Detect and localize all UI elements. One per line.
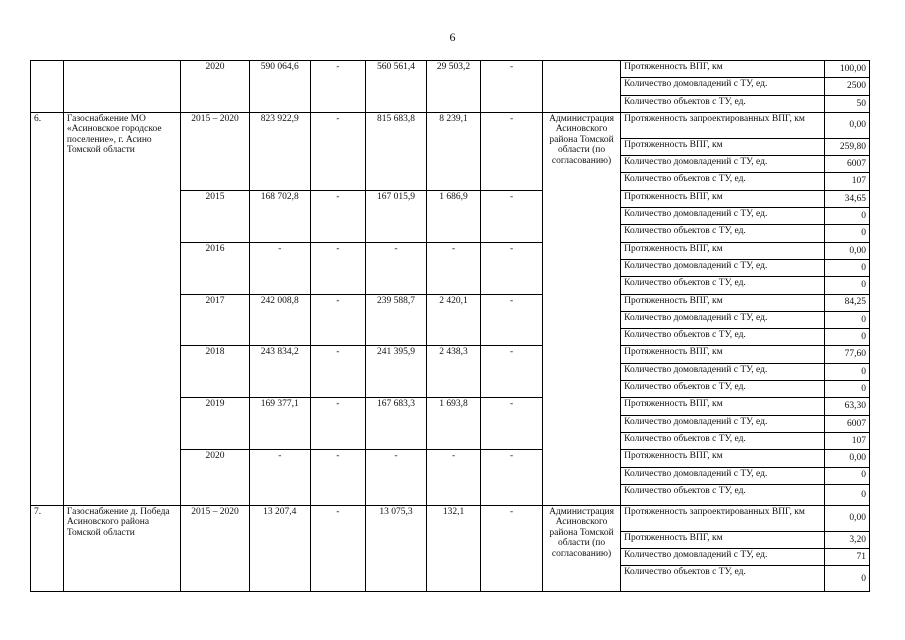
local-cell: 29 503,2: [426, 61, 480, 113]
federal-cell: -: [310, 61, 366, 113]
regional-cell: 167 015,9: [366, 190, 427, 242]
other-cell: -: [481, 398, 543, 450]
indicator-label: Количество объектов с ТУ, ед.: [621, 225, 825, 242]
indicator-label: Количество домовладений с ТУ, ед.: [621, 549, 825, 566]
indicator-value: 71: [824, 549, 869, 566]
item-name-cell: Газоснабжение д. Победа Асиновского района Томской области: [63, 505, 180, 592]
executor-cell: [542, 61, 620, 113]
total-cell: -: [249, 242, 310, 294]
indicator-label: Количество объектов с ТУ, ед.: [621, 381, 825, 398]
regional-cell: -: [366, 450, 427, 506]
indicator-label: Протяженность ВПГ, км: [621, 531, 825, 548]
indicator-label: Протяженность запроектированных ВПГ, км: [621, 112, 825, 138]
indicator-value: 0: [824, 484, 869, 505]
indicator-value: 0: [824, 566, 869, 592]
indicator-label: Количество объектов с ТУ, ед.: [621, 95, 825, 112]
total-cell: -: [249, 450, 310, 506]
table-row: [31, 61, 870, 78]
federal-cell: -: [310, 398, 366, 450]
federal-cell: -: [310, 294, 366, 346]
item-number-cell: 7.: [31, 505, 64, 592]
local-cell: 132,1: [426, 505, 480, 592]
year-cell: 2015 – 2020: [181, 112, 250, 190]
year-cell: 2017: [181, 294, 250, 346]
federal-cell: -: [310, 190, 366, 242]
total-cell: 13 207,4: [249, 505, 310, 592]
indicator-value: 0: [824, 467, 869, 484]
total-cell: 823 922,9: [249, 112, 310, 190]
indicator-value: 259,80: [824, 138, 869, 155]
indicator-label: Протяженность ВПГ, км: [621, 61, 825, 78]
indicator-value: 34,65: [824, 190, 869, 207]
federal-cell: -: [310, 450, 366, 506]
indicator-value: 63,30: [824, 398, 869, 415]
year-cell: 2020: [181, 450, 250, 506]
indicator-label: Количество домовладений с ТУ, ед.: [621, 78, 825, 95]
indicator-value: 3,20: [824, 531, 869, 548]
indicator-value: 0,00: [824, 242, 869, 259]
executor-cell: Администрация Асиновского района Томской области (по согласованию): [542, 112, 620, 505]
indicator-value: 0,00: [824, 450, 869, 467]
table-row: [31, 505, 870, 531]
local-cell: 2 438,3: [426, 346, 480, 398]
indicator-label: Количество объектов с ТУ, ед.: [621, 329, 825, 346]
federal-cell: -: [310, 112, 366, 190]
indicator-label: Количество домовладений с ТУ, ед.: [621, 415, 825, 432]
indicator-label: Количество домовладений с ТУ, ед.: [621, 208, 825, 225]
local-cell: -: [426, 242, 480, 294]
indicator-label: Количество домовладений с ТУ, ед.: [621, 156, 825, 173]
local-cell: -: [426, 450, 480, 506]
other-cell: -: [481, 346, 543, 398]
local-cell: 1 693,8: [426, 398, 480, 450]
year-cell: 2015: [181, 190, 250, 242]
regional-cell: 13 075,3: [366, 505, 427, 592]
other-cell: -: [481, 112, 543, 190]
other-cell: -: [481, 242, 543, 294]
year-cell: 2020: [181, 61, 250, 113]
indicator-label: Количество объектов с ТУ, ед.: [621, 173, 825, 190]
indicator-value: 0: [824, 277, 869, 294]
indicator-value: 100,00: [824, 61, 869, 78]
program-table: [30, 60, 870, 592]
year-cell: 2019: [181, 398, 250, 450]
other-cell: -: [481, 450, 543, 506]
regional-cell: 560 561,4: [366, 61, 427, 113]
indicator-label: Протяженность ВПГ, км: [621, 190, 825, 207]
indicator-value: 6007: [824, 156, 869, 173]
indicator-value: 6007: [824, 415, 869, 432]
indicator-label: Протяженность ВПГ, км: [621, 294, 825, 311]
executor-cell: Администрация Асиновского района Томской области (по согласованию): [542, 505, 620, 592]
other-cell: -: [481, 505, 543, 592]
item-name-cell: Газоснабжение МО «Асиновское городское поселение», г. Асино Томской области: [63, 112, 180, 505]
indicator-label: Количество объектов с ТУ, ед.: [621, 566, 825, 592]
year-cell: 2016: [181, 242, 250, 294]
indicator-label: Протяженность ВПГ, км: [621, 398, 825, 415]
total-cell: 242 008,8: [249, 294, 310, 346]
indicator-value: 0: [824, 363, 869, 380]
federal-cell: -: [310, 242, 366, 294]
indicator-value: 0: [824, 381, 869, 398]
indicator-label: Количество объектов с ТУ, ед.: [621, 277, 825, 294]
indicator-value: 0: [824, 225, 869, 242]
total-cell: 243 834,2: [249, 346, 310, 398]
total-cell: 168 702,8: [249, 190, 310, 242]
indicator-value: 0: [824, 329, 869, 346]
indicator-label: Количество домовладений с ТУ, ед.: [621, 259, 825, 276]
total-cell: 590 064,6: [249, 61, 310, 113]
regional-cell: 167 683,3: [366, 398, 427, 450]
indicator-value: 2500: [824, 78, 869, 95]
regional-cell: 239 588,7: [366, 294, 427, 346]
other-cell: -: [481, 61, 543, 113]
indicator-value: 0: [824, 259, 869, 276]
indicator-label: Протяженность ВПГ, км: [621, 450, 825, 467]
indicator-value: 0: [824, 311, 869, 328]
indicator-label: Количество домовладений с ТУ, ед.: [621, 467, 825, 484]
local-cell: 1 686,9: [426, 190, 480, 242]
regional-cell: 241 395,9: [366, 346, 427, 398]
indicator-label: Количество объектов с ТУ, ед.: [621, 484, 825, 505]
total-cell: 169 377,1: [249, 398, 310, 450]
local-cell: 8 239,1: [426, 112, 480, 190]
indicator-label: Количество домовладений с ТУ, ед.: [621, 311, 825, 328]
other-cell: -: [481, 294, 543, 346]
indicator-label: Протяженность ВПГ, км: [621, 138, 825, 155]
indicator-value: 84,25: [824, 294, 869, 311]
item-number-cell: [31, 61, 64, 113]
indicator-label: Количество объектов с ТУ, ед.: [621, 432, 825, 449]
local-cell: 2 420,1: [426, 294, 480, 346]
year-cell: 2018: [181, 346, 250, 398]
indicator-label: Протяженность запроектированных ВПГ, км: [621, 505, 825, 531]
indicator-value: 107: [824, 173, 869, 190]
item-name-cell: [63, 61, 180, 113]
other-cell: -: [481, 190, 543, 242]
item-number-cell: 6.: [31, 112, 64, 505]
table-row: [31, 112, 870, 138]
indicator-value: 0,00: [824, 505, 869, 531]
indicator-value: 0: [824, 208, 869, 225]
indicator-value: 0,00: [824, 112, 869, 138]
federal-cell: -: [310, 505, 366, 592]
indicator-label: Количество домовладений с ТУ, ед.: [621, 363, 825, 380]
regional-cell: -: [366, 242, 427, 294]
indicator-value: 77,60: [824, 346, 869, 363]
federal-cell: -: [310, 346, 366, 398]
year-cell: 2015 – 2020: [181, 505, 250, 592]
page-number: 6: [449, 30, 456, 44]
indicator-value: 50: [824, 95, 869, 112]
regional-cell: 815 683,8: [366, 112, 427, 190]
indicator-value: 107: [824, 432, 869, 449]
indicator-label: Протяженность ВПГ, км: [621, 346, 825, 363]
indicator-label: Протяженность ВПГ, км: [621, 242, 825, 259]
